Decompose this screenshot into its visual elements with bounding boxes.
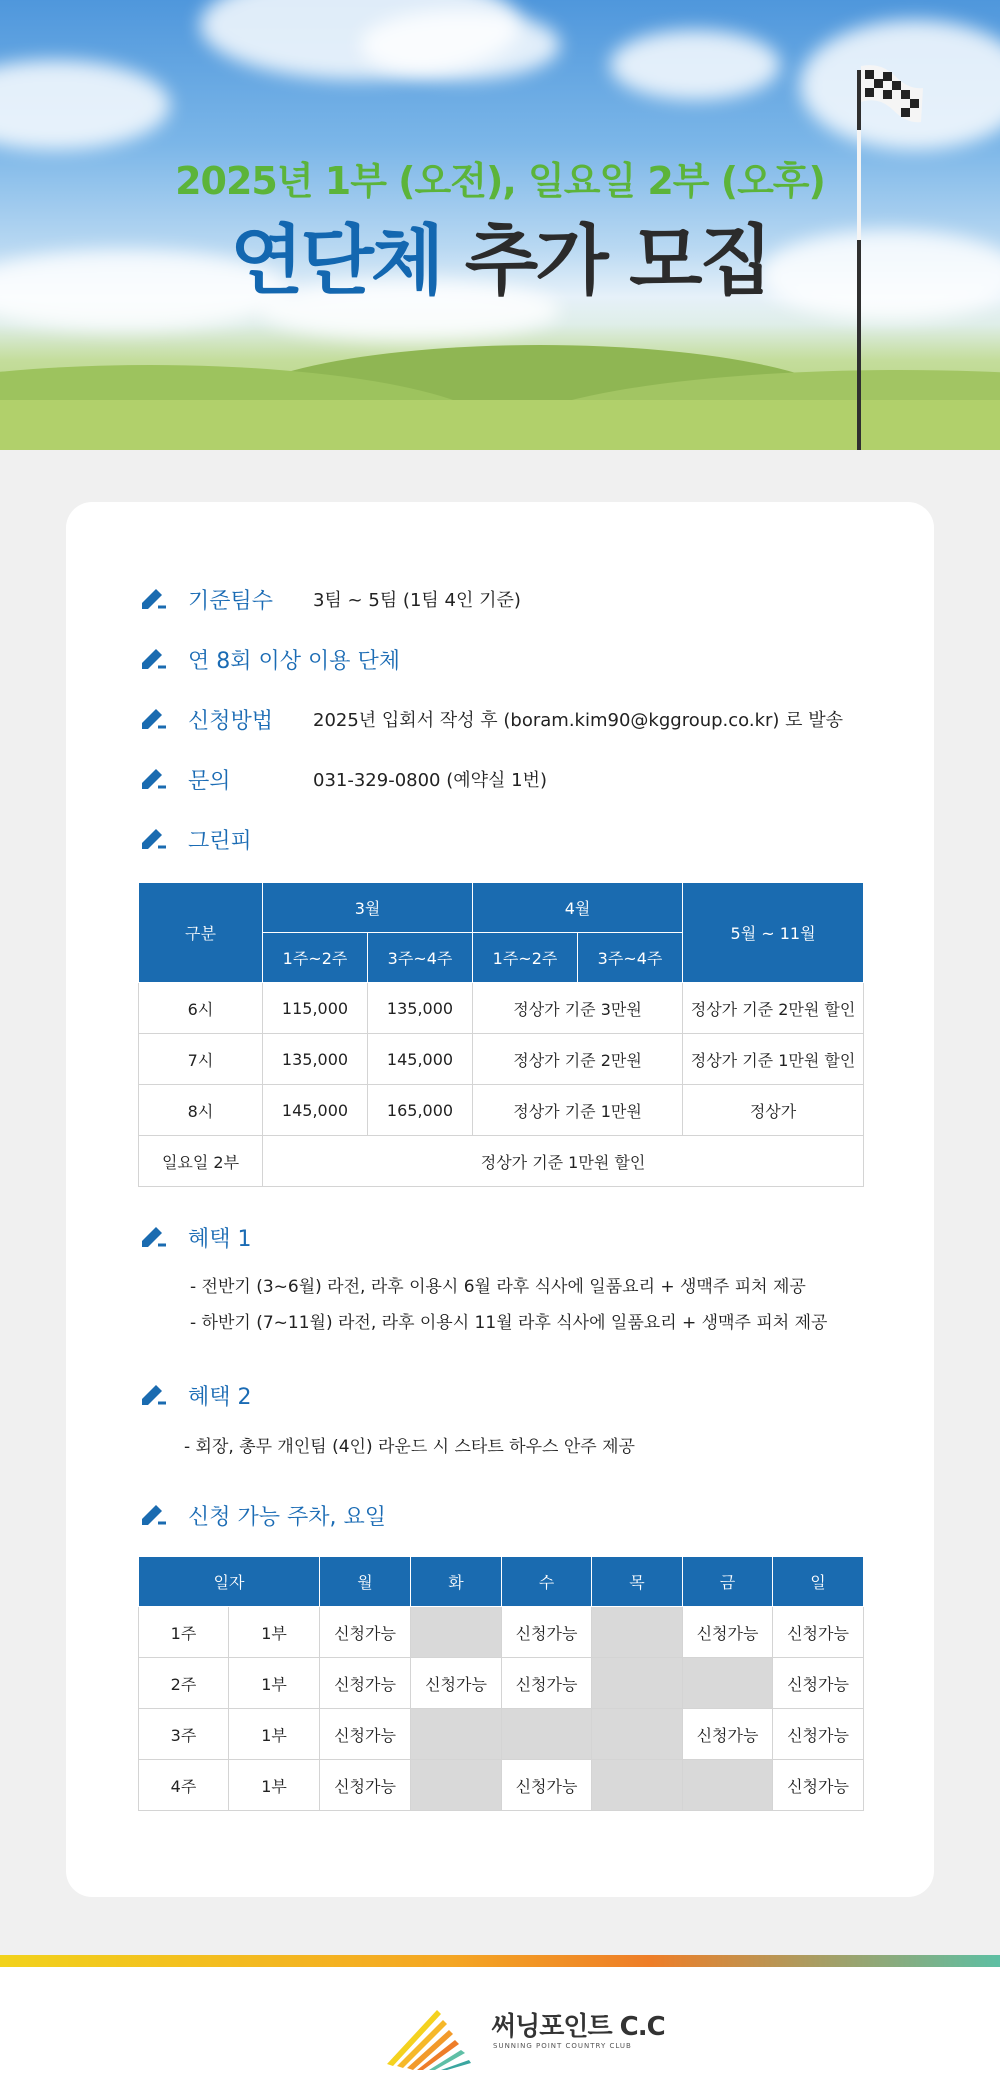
pen-icon xyxy=(138,766,168,792)
info-row-apply xyxy=(138,702,843,736)
cell-available: 신청가능 xyxy=(320,1658,411,1709)
cell-price: 135,000 xyxy=(263,1034,368,1085)
header-may-nov: 5월 ~ 11월 xyxy=(683,883,864,983)
brand-tagline: SUNNING POINT COUNTRY CLUB xyxy=(493,2042,632,2050)
cell-april: 정상가 기준 3만원 xyxy=(473,983,683,1034)
section-benefit2 xyxy=(138,1378,252,1412)
cell-week: 3주 xyxy=(139,1709,229,1760)
hero-title-highlight: 연단체 xyxy=(230,216,442,305)
cell-available: 신청가능 xyxy=(683,1607,773,1658)
cell-available: 신청가능 xyxy=(773,1607,864,1658)
header-march: 3월 xyxy=(263,883,473,933)
table-row xyxy=(139,1085,864,1136)
pen-icon xyxy=(138,586,168,612)
cell-available: 신청가능 xyxy=(411,1658,502,1709)
cell-april: 정상가 기준 2만원 xyxy=(473,1034,683,1085)
header-day: 화 xyxy=(411,1557,502,1607)
cell-part: 1부 xyxy=(229,1658,320,1709)
pen-icon xyxy=(138,646,168,672)
pen-icon xyxy=(138,1224,168,1250)
checkered-flag-icon xyxy=(861,62,923,134)
header-day: 일 xyxy=(773,1557,864,1607)
info-row-contact xyxy=(138,762,547,796)
availability-table xyxy=(138,1556,864,1811)
benefit1-line: - 하반기 (7~11월) 라전, 라후 이용시 11월 라후 식사에 일품요리 + 생맥주 피처 제공 xyxy=(190,1313,828,1333)
header-date: 일자 xyxy=(139,1557,320,1607)
info-value: 2025년 입회서 작성 후 (boram.kim90@kggroup.co.kr) 로 발송 xyxy=(313,710,844,731)
cell-unavailable xyxy=(592,1709,683,1760)
section-availability xyxy=(138,1498,386,1532)
header-day: 목 xyxy=(592,1557,683,1607)
hero-subtitle: 2025년 1부 (오전), 일요일 2부 (오후) xyxy=(175,159,825,203)
header-day: 월 xyxy=(320,1557,411,1607)
info-label: 신청방법 xyxy=(188,708,274,734)
pen-icon xyxy=(138,1502,168,1528)
hero-title xyxy=(0,200,1000,309)
section-label: 신청 가능 주차, 요일 xyxy=(188,1504,386,1530)
cell-may: 정상가 기준 2만원 할인 xyxy=(683,983,864,1034)
greenfee-table xyxy=(138,882,864,1187)
info-label: 기준팀수 xyxy=(188,588,274,614)
info-row-teams xyxy=(138,582,521,616)
cell-sunday-label: 일요일 2부 xyxy=(139,1136,263,1187)
pen-icon xyxy=(138,1382,168,1408)
footer xyxy=(0,1967,1000,2100)
cell-time: 8시 xyxy=(139,1085,263,1136)
cell-price: 145,000 xyxy=(263,1085,368,1136)
header-week: 3주~4주 xyxy=(368,933,473,983)
cell-unavailable xyxy=(592,1658,683,1709)
table-row xyxy=(139,1658,864,1709)
header-week: 1주~2주 xyxy=(263,933,368,983)
section-label: 그린피 xyxy=(188,828,252,854)
cell-price: 135,000 xyxy=(368,983,473,1034)
cell-available: 신청가능 xyxy=(320,1607,411,1658)
cell-available: 신청가능 xyxy=(683,1709,773,1760)
info-value: 031-329-0800 (예약실 1번) xyxy=(313,770,548,791)
section-label: 혜택 1 xyxy=(188,1226,252,1252)
header-day: 금 xyxy=(683,1557,773,1607)
table-row xyxy=(139,1136,864,1187)
cell-available: 신청가능 xyxy=(502,1607,592,1658)
benefit1-line: - 전반기 (3~6월) 라전, 라후 이용시 6월 라후 식사에 일품요리 + 생맥주 피처 제공 xyxy=(190,1277,806,1297)
cell-available: 신청가능 xyxy=(320,1760,411,1811)
pen-icon xyxy=(138,826,168,852)
cell-part: 1부 xyxy=(229,1607,320,1658)
table-row xyxy=(139,1760,864,1811)
info-row-usage xyxy=(138,642,400,676)
table-row xyxy=(139,1607,864,1658)
table-row xyxy=(139,1034,864,1085)
brand-name: 써닝포인트 C.C xyxy=(491,2012,665,2042)
availability-body xyxy=(139,1607,864,1811)
cell-part: 1부 xyxy=(229,1709,320,1760)
header-april: 4월 xyxy=(473,883,683,933)
hero-banner xyxy=(0,0,1000,450)
cell-available: 신청가능 xyxy=(773,1760,864,1811)
header-category: 구분 xyxy=(139,883,263,983)
cell-may: 정상가 기준 1만원 할인 xyxy=(683,1034,864,1085)
cell-unavailable xyxy=(502,1709,592,1760)
section-greenfee xyxy=(138,822,252,856)
table-row xyxy=(139,983,864,1034)
cell-price: 145,000 xyxy=(368,1034,473,1085)
cell-unavailable xyxy=(411,1709,502,1760)
header-week: 1주~2주 xyxy=(473,933,578,983)
cell-time: 7시 xyxy=(139,1034,263,1085)
cell-available: 신청가능 xyxy=(320,1709,411,1760)
header-week: 3주~4주 xyxy=(578,933,683,983)
color-stripe xyxy=(0,1955,1000,1967)
cell-available: 신청가능 xyxy=(773,1658,864,1709)
cell-part: 1부 xyxy=(229,1760,320,1811)
header-day: 수 xyxy=(502,1557,592,1607)
content-card xyxy=(66,502,934,1897)
sunburst-logo-icon xyxy=(385,2000,485,2070)
cell-sunday-value: 정상가 기준 1만원 할인 xyxy=(263,1136,864,1187)
cell-april: 정상가 기준 1만원 xyxy=(473,1085,683,1136)
cell-time: 6시 xyxy=(139,983,263,1034)
pen-icon xyxy=(138,706,168,732)
cell-available: 신청가능 xyxy=(502,1658,592,1709)
cell-may: 정상가 xyxy=(683,1085,864,1136)
benefit2-line: - 회장, 총무 개인팀 (4인) 라운드 시 스타트 하우스 안주 제공 xyxy=(184,1437,635,1457)
info-label: 문의 xyxy=(188,768,231,794)
hero-title-rest: 추가 모집 xyxy=(441,216,770,305)
table-row xyxy=(139,1709,864,1760)
cell-unavailable xyxy=(411,1760,502,1811)
cell-unavailable xyxy=(592,1607,683,1658)
section-label: 혜택 2 xyxy=(188,1384,252,1410)
cell-unavailable xyxy=(683,1760,773,1811)
cell-week: 1주 xyxy=(139,1607,229,1658)
cell-available: 신청가능 xyxy=(773,1709,864,1760)
info-value: 3팀 ~ 5팀 (1팀 4인 기준) xyxy=(313,590,521,611)
cell-available: 신청가능 xyxy=(502,1760,592,1811)
section-benefit1 xyxy=(138,1220,252,1254)
cell-price: 165,000 xyxy=(368,1085,473,1136)
cell-week: 2주 xyxy=(139,1658,229,1709)
cell-unavailable xyxy=(592,1760,683,1811)
cell-unavailable xyxy=(411,1607,502,1658)
cell-price: 115,000 xyxy=(263,983,368,1034)
cell-unavailable xyxy=(683,1658,773,1709)
info-label: 연 8회 이상 이용 단체 xyxy=(188,648,400,674)
brand-logo xyxy=(385,2000,665,2070)
cell-week: 4주 xyxy=(139,1760,229,1811)
